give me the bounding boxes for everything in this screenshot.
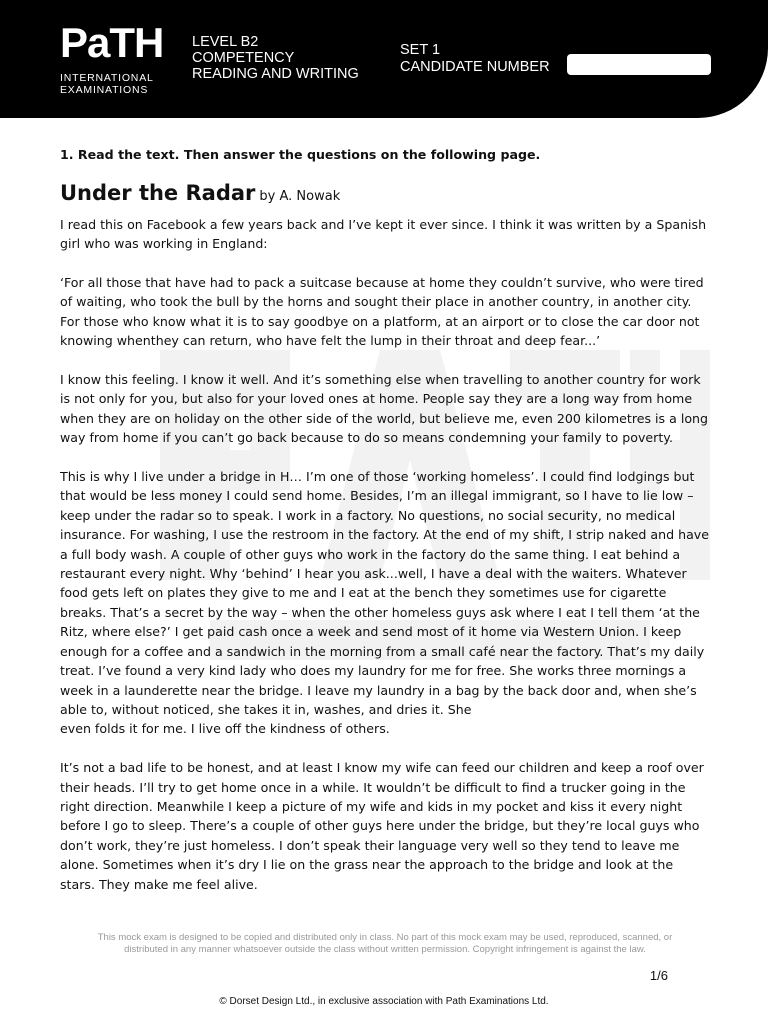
article-title: Under the Radar: [60, 181, 256, 206]
article-author: by A. Nowak: [259, 189, 341, 205]
path-logo: PaTH: [60, 19, 164, 66]
article-paragraph: I read this on Facebook a few years back and I’ve kept it ever since. I think it was written by a Spanish girl who was working in England:: [60, 216, 707, 252]
copyright-notice-line2: distributed in any manner whatsoever outside the class without written permission. Copyright infringement is against the law.: [124, 944, 646, 955]
candidate-number-field[interactable]: [567, 54, 711, 75]
copyright-notice-line1: This mock exam is designed to be copied and distributed only in class. No part of this mock exam may be used, reproduced, scanned, or: [97, 932, 673, 943]
level-label: LEVEL B2: [192, 34, 259, 50]
publisher-copyright: © Dorset Design Ltd., in exclusive association with Path Examinations Ltd.: [219, 996, 549, 1007]
set-label: SET 1: [400, 42, 441, 58]
logo-subtitle-line2: EXAMINATIONS: [60, 84, 149, 96]
article-paragraph: I know this feeling. I know it well. And it’s something else when travelling to another country for work is not only for you, but also for your loved ones at home. People say they are a long way from home when they are on holiday on the other side of the world, but believe me, even 200 kilometres is a long way from home if you can’t go back because to do so means condemning your family to poverty.: [60, 372, 708, 446]
article-paragraph: This is why I live under a bridge in H… I’m one of those ‘working homeless’. I could find lodgings but that would be less money I could send home. Besides, I’m an illegal immigrant, so I have to lie low – keep under the radar so to speak. I work in a factory. No questions, no social security, no medical insurance. For washing, I use the restroom in the factory. At the end of my shift, I strip naked and have a full body wash. A couple of other guys who work in the factory do the same thing. I eat behind a restaurant every night. Why ‘behind’ I hear you ask...well, I have a deal with the waiters. Whatever food gets left on plates they give to me and I eat at the bench they sometimes use for cigarette breaks. That’s a secret by the way – when the other homeless guys ask where I eat I tell them ‘at the Ritz, where else?’ I get paid cash once a week and send most of it home via Western Union. I keep enough for a coffee and a sandwich in the morning from a small café near the factory. That’s my daily treat. I’ve found a very kind lady who does my laundry for me for free. She works three mornings a week in a launderette near the bridge. I leave my laundry in a bag by the back door and, when she’s able to, without noticed, she takes it in, washes, and dries it. She: [60, 469, 710, 717]
copyright-notice: [60, 932, 710, 956]
set-info: [400, 42, 550, 76]
skills-label: READING AND WRITING: [192, 66, 359, 82]
exam-level-info: [192, 34, 359, 82]
article-paragraph: ‘For all those that have had to pack a suitcase because at home they couldn’t survive, who were tired of waiting, who took the bull by the horns and sought their place in another country, in another city. For those who know what it is to say goodbye on a platform, at an airport or to close the car door not knowing whenthey can return, who have felt the lump in their throat and deep fear...’: [60, 275, 704, 349]
article-paragraph: even folds it for me. I live off the kindness of others.: [60, 721, 390, 737]
candidate-number-label: CANDIDATE NUMBER: [400, 59, 550, 75]
logo-subtitle-line1: INTERNATIONAL: [60, 72, 154, 84]
task-instruction: 1. Read the text. Then answer the questions on the following page.: [60, 147, 541, 162]
exam-content: [60, 145, 710, 913]
page-number: 1/6: [649, 968, 668, 983]
article-paragraph: It’s not a bad life to be honest, and at least I know my wife can feed our children and keep a roof over their heads. I’ll try to get home once in a while. It wouldn’t be difficult to find a trucker going in the right direction. Meanwhile I keep a picture of my wife and kids in my pocket and kiss it every night before I go to sleep. There’s a couple of other guys here under the bridge, but they’re local guys who don’t work, they’re just homeless. I don’t speak their language very well so they tend to leave me alone. Sometimes when it’s dry I lie on the grass near the approach to the bridge and look at the stars. They make me feel alive.: [60, 760, 704, 892]
exam-header: [0, 0, 768, 118]
article-heading: [60, 181, 710, 206]
logo-subtitle: [60, 72, 154, 96]
competency-label: COMPETENCY: [192, 50, 295, 66]
